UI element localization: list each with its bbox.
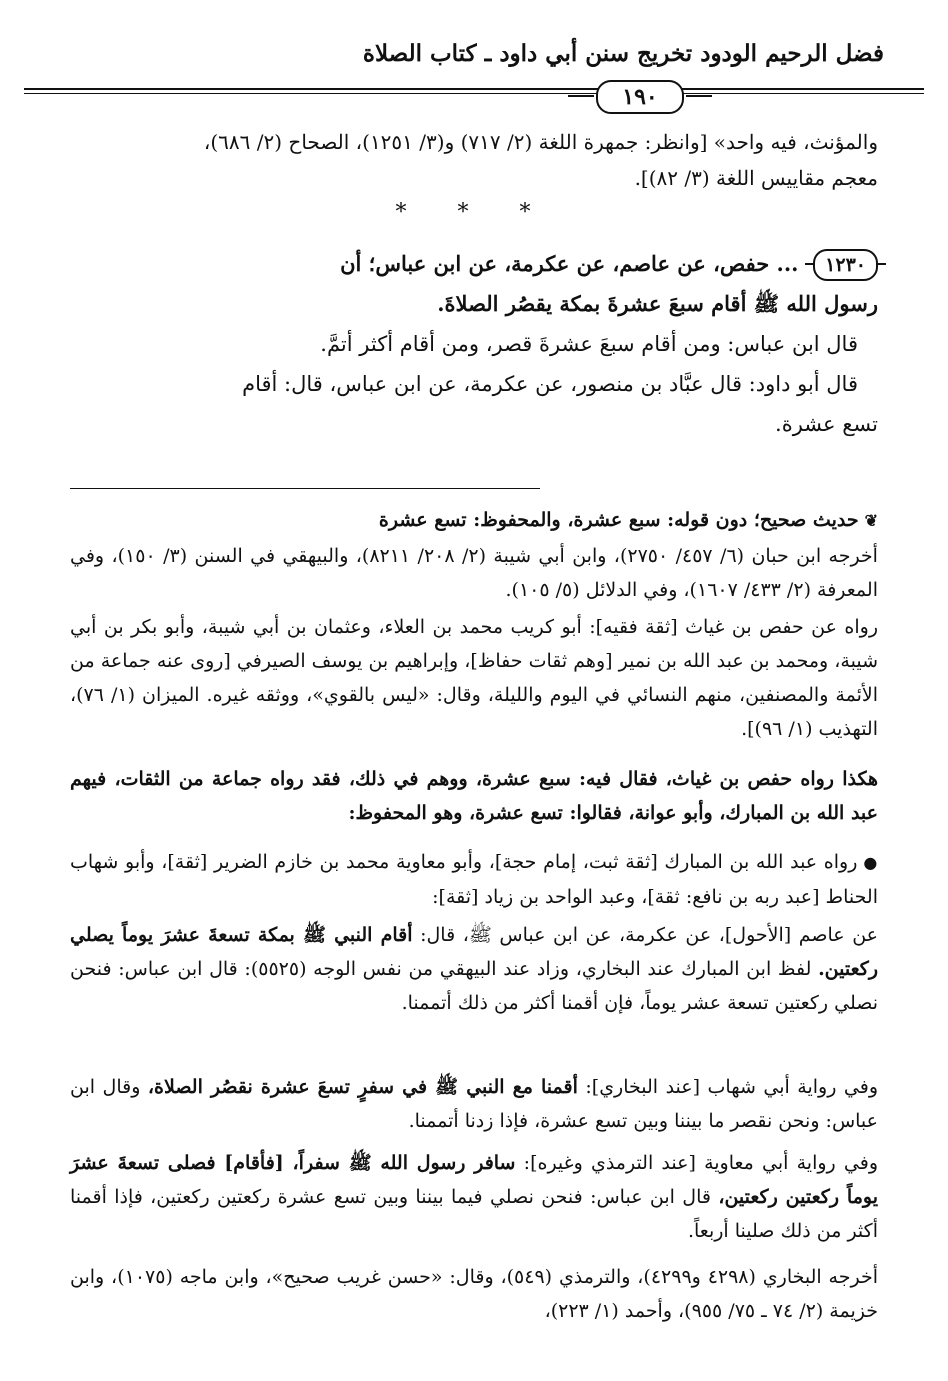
p7-intro: وفي رواية أبي معاوية [عند الترمذي وغيره]: (523, 1152, 878, 1174)
p5-note: لفظ ابن المبارك عند البخاري، وزاد عند البيهقي من نفس الوجه (٥٥٢٥): قال ابن عباس: فنحن نصلي ركعتين تسعة عشر يوماً، فإن أقمنا أكثر من ذلك أتممنا. (70, 958, 878, 1014)
intro-line-1: والمؤنث، فيه واحد» [وانظر: جمهرة اللغة (٢/ ٧١٧) و(٣/ ١٢٥١)، الصحاح (٢/ ٦٨٦)، (203, 130, 878, 154)
commentary-p5 (70, 918, 878, 1020)
header-rule-thin (24, 93, 924, 94)
hadith-block (70, 244, 878, 444)
hadith-line-1 (70, 244, 878, 284)
p6-note: وقال ابن عباس: ونحن نقصر ما بيننا وبين تسع عشرة، فإذا زدنا أتممنا. (70, 1076, 878, 1132)
commentary-p7 (70, 1146, 878, 1248)
bullet-icon: ● (863, 853, 878, 872)
p7-note: قال ابن عباس: فنحن نصلي فيما بيننا وبين تسع عشرة ركعتين ركعتين، فإذا أقمنا أكثر من ذلك صلينا أربعاً. (70, 1186, 878, 1242)
p6-intro: وفي رواية أبي شهاب [عند البخاري]: (585, 1076, 878, 1098)
header-rule (24, 88, 924, 90)
section-stars: * * * (395, 200, 553, 225)
page-header (24, 36, 924, 110)
intro-paragraph (70, 124, 878, 196)
hadith-number-badge (813, 244, 878, 284)
hadith-isnad: ... حفص، عن عاصم، عن عكرمة، عن ابن عباس؛ أن (340, 251, 799, 276)
commentary-p6 (70, 1070, 878, 1138)
commentary-p3: هكذا رواه حفص بن غياث، فقال فيه: سبع عشرة، ووهم في ذلك، فقد رواه جماعة من الثقات، فيهم عبد الله بن المبارك، وأبو عوانة، فقالوا: تسع عشرة، وهو المحفوظ: (70, 768, 878, 824)
hadith-number: ١٢٣٠ (813, 249, 878, 281)
hadith-line-4: قال أبو داود: قال عبَّاد بن منصور، عن عكرمة، عن ابن عباس، قال: أقام (242, 372, 858, 396)
commentary-p8: أخرجه البخاري (٤٢٩٨ و٤٢٩٩)، والترمذي (٥٤٩)، وقال: «حسن غريب صحيح»، وابن ماجه (١٠٧٥)، وابن خزيمة (٢/ ٧٤ ـ ٧٥/ ٩٥٥)، وأحمد (١/ ٢٢٣)، (70, 1266, 878, 1322)
p5-intro: عن عاصم [الأحول]، عن عكرمة، عن ابن عباس ﷺ، قال: (420, 924, 878, 946)
grade-text: حديث صحيح؛ دون قوله: سبع عشرة، والمحفوظ: تسع عشرة (378, 509, 859, 531)
grade-mark-icon: ❦ (864, 511, 878, 530)
commentary-p4 (70, 845, 878, 914)
hadith-grade (70, 503, 878, 538)
p5-matn: أقام النبي ﷺ بمكة تسعةَ عشرَ يوماً يصلي ركعتين. (70, 924, 878, 980)
page-number-badge: ١٩٠ (596, 80, 684, 114)
commentary-p2: رواه عن حفص بن غياث [ثقة فقيه]: أبو كريب محمد بن العلاء، وعثمان بن أبي شيبة، وأبو بكر بن أبي شيبة، ومحمد بن عبد الله بن نمير [وهم ثقات حفاظ]، وإبراهيم بن يوسف الصيرفي [روى عنه جماعة من الأئمة والمصنفين، منهم النسائي في اليوم والليلة، وقال: «ليس بالقوي»، ووثقه غيره. الميزان (١/ ٧٦)، التهذيب (١/ ٩٦)]. (70, 616, 878, 740)
running-title: فضل الرحيم الودود تخريج سنن أبي داود ـ كتاب الصلاة (362, 40, 884, 67)
p6-matn: أقمنا مع النبي ﷺ في سفرٍ تسعَ عشرة نقصُر الصلاة، (147, 1076, 578, 1098)
hadith-line-5: تسع عشرة. (775, 412, 878, 436)
hadith-matn: رسول الله ﷺ أقام سبعَ عشرةَ بمكة يقصُر الصلاةَ. (437, 291, 878, 316)
hadith-line-3: قال ابن عباس: ومن أقام سبعَ عشرةَ قصر، ومن أقام أكثر أتمَّ. (320, 332, 858, 356)
commentary-p1: أخرجه ابن حبان (٦/ ٤٥٧/ ٢٧٥٠)، وابن أبي شيبة (٢/ ٢٠٨/ ٨٢١١)، والبيهقي في السنن (٣/ ١٥٠)، وفي المعرفة (٢/ ٤٣٣/ ١٦٠٧)، وفي الدلائل (٥/ ١٠٥). (70, 545, 878, 601)
p7-matn: سافر رسول الله ﷺ سفراً، [فأقام] فصلى تسعةَ عشرَ يوماً ركعتين ركعتين، (70, 1152, 878, 1208)
footnote-separator (70, 488, 540, 489)
intro-line-2: معجم مقاييس اللغة (٣/ ٨٢)]. (634, 166, 878, 190)
p4-text: رواه عبد الله بن المبارك [ثقة ثبت، إمام حجة]، وأبو معاوية محمد بن خازم الضرير [ثقة]، وأبو شهاب الحناط [عبد ربه بن نافع: ثقة]، وعبد الواحد بن زياد [ثقة]: (70, 851, 878, 908)
